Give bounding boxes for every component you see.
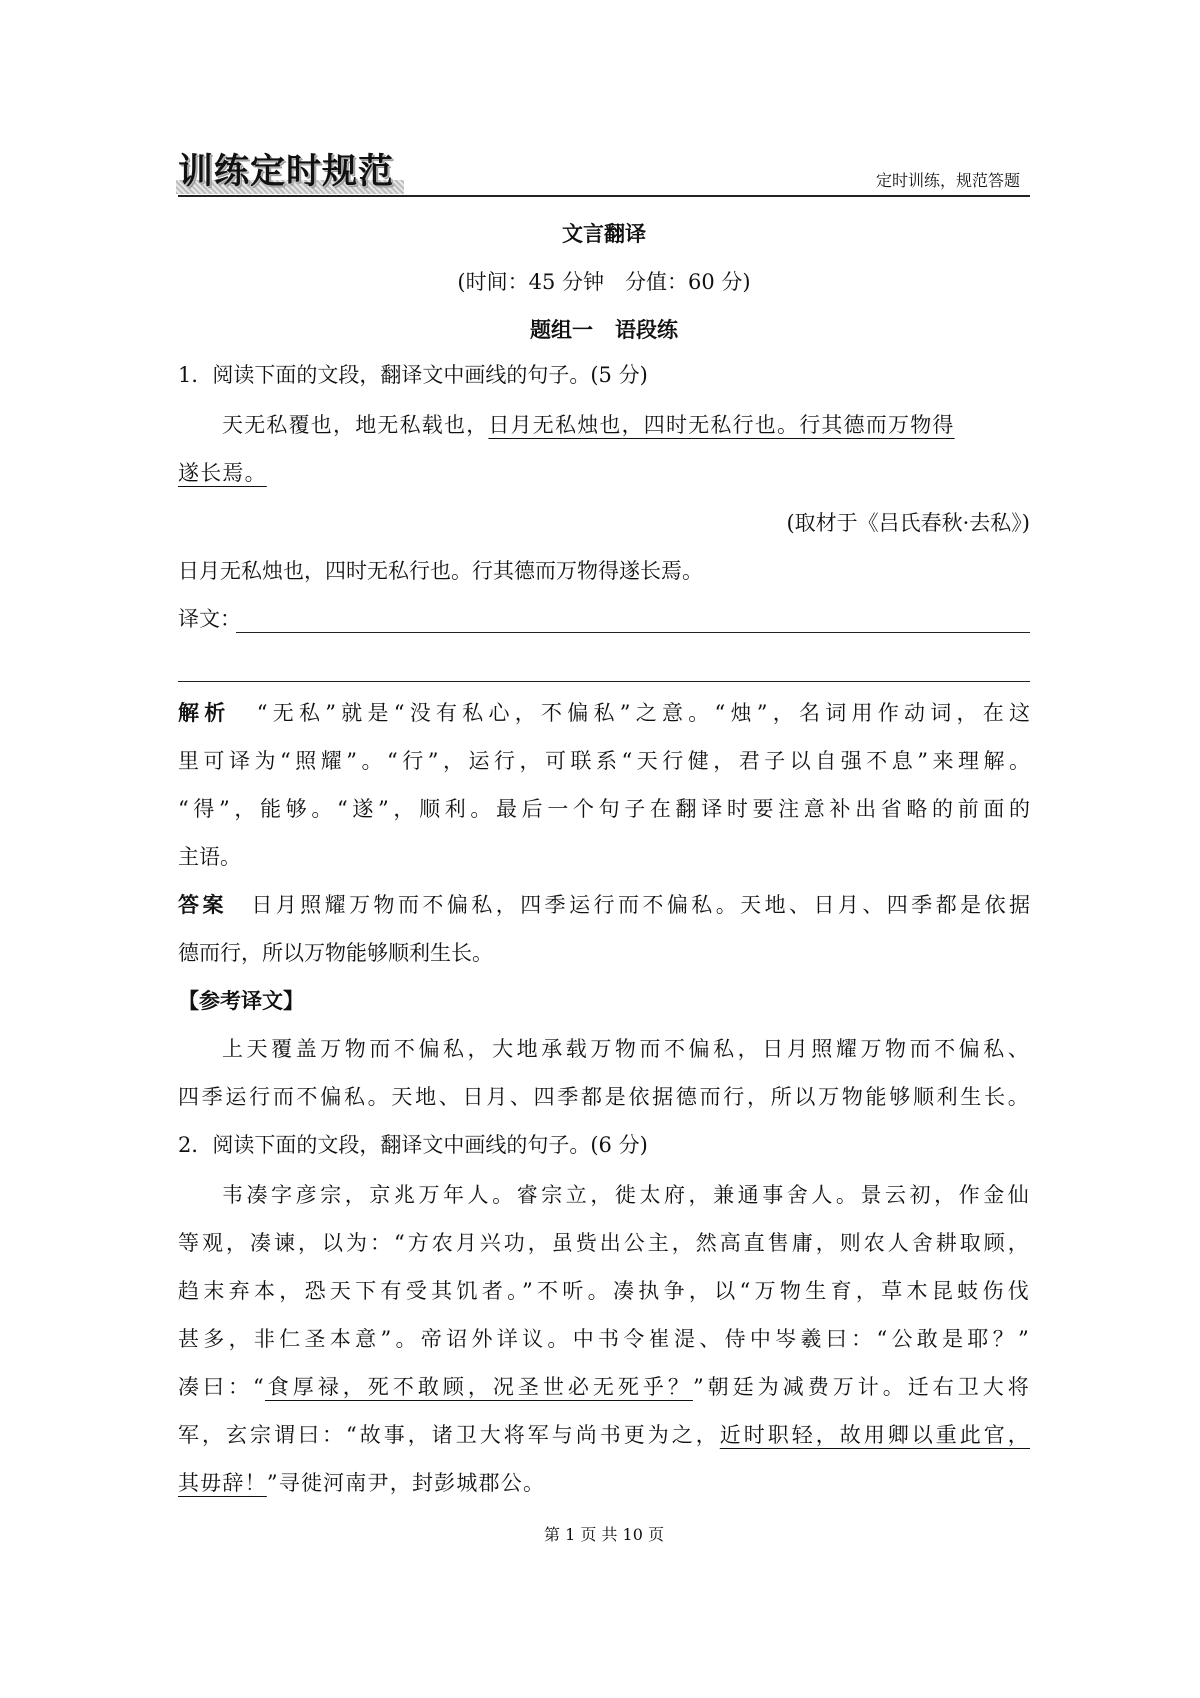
page-header: [178, 150, 1030, 196]
answer-label: 答案: [178, 893, 227, 917]
q1-prompt: 1．阅读下面的文段，翻译文中画线的句子。(5 分): [178, 363, 648, 387]
q2-passage-line-1: 韦凑字彦宗，京兆万年人。睿宗立，徙太府，兼通事舍人。景云初，作金仙: [222, 1183, 1030, 1207]
q1-passage-underlined-1: 日月无私烛也，四时无私行也。行其德而万物得: [488, 413, 955, 437]
group-title: [178, 314, 1030, 344]
q1-reference-line-2: 四季运行而不偏私。天地、日月、四季都是依据德而行，所以万物能够顺利生长。: [178, 1085, 1030, 1109]
q1-analysis-line-4: 主语。: [178, 845, 241, 869]
sheet-title: 文言翻译: [562, 222, 646, 246]
q1-passage-plain: 天无私覆也，地无私载也，: [222, 413, 489, 437]
q2-underlined-sentence-2a: 近时职轻，故用卿以重此官，: [719, 1423, 1030, 1447]
sheet-meta: (时间：45 分钟 分值：60 分): [457, 270, 751, 294]
page-footer: 第 1 页 共 10 页: [544, 1525, 664, 1544]
q1-source: (取材于《吕氏春秋·去私》): [786, 511, 1030, 535]
q1-reference-line-1: 上天覆盖万物而不偏私，大地承载万物而不偏私，日月照耀万物而不偏私、: [222, 1037, 1030, 1061]
q2-passage-line-7: 其毋辞！”寻徙河南尹，封彭城郡公。: [178, 1471, 546, 1495]
q1-translation-label: 译文：: [178, 607, 241, 631]
q1-answer-line-2: 德而行，所以万物能够顺利生长。: [178, 941, 493, 965]
header-title: 训练定时规范: [178, 152, 395, 192]
q2-underlined-sentence-2b: 其毋辞！: [178, 1471, 267, 1495]
q2-passage-line-2: 等观，凑谏，以为：“方农月兴功，虽赀出公主，然高直售庸，则农人舍耕取顾，: [178, 1231, 1030, 1255]
group-name: 语段练: [615, 318, 678, 342]
q1-answer-line-1: 答案 日月照耀万物而不偏私，四季运行而不偏私。天地、日月、四季都是依据: [178, 893, 1031, 917]
q2-passage-line-3: 趋末弃本，恐天下有受其饥者。”不听。凑执争，以“万物生育，草木昆蚑伤伐: [178, 1279, 1030, 1303]
q2-underlined-sentence-1: 食厚禄，死不敢顾，况圣世必无死乎？: [264, 1375, 693, 1399]
q1-answer-blank-2[interactable]: [178, 681, 1030, 682]
q2-prompt: 2．阅读下面的文段，翻译文中画线的句子。(6 分): [178, 1133, 648, 1157]
reference-label: 【参考译文】: [178, 989, 304, 1013]
q2-passage-line-6: 军，玄宗谓曰：“故事，诸卫大将军与尚书更为之，近时职轻，故用卿以重此官，: [178, 1423, 1030, 1447]
q1-analysis-line-1: 解析 “无私”就是“没有私心，不偏私”之意。“烛”，名词用作动词，在这: [178, 701, 1031, 725]
header-rule: [178, 195, 1030, 197]
analysis-label: 解析: [178, 701, 231, 725]
q1-passage-line-2: [178, 458, 1030, 488]
q1-passage-underlined-2: 遂长焉。: [178, 461, 267, 485]
q1-passage-line-1: [222, 410, 1030, 440]
q1-analysis-line-3: “得”，能够。“遂”，顺利。最后一个句子在翻译时要注意补出省略的前面的: [178, 797, 1030, 821]
q2-passage-line-5: 凑曰：“食厚禄，死不敢顾，况圣世必无死乎？”朝廷为减费万计。迁右卫大将: [178, 1375, 1030, 1399]
q1-target-sentence: 日月无私烛也，四时无私行也。行其德而万物得遂长焉。: [178, 559, 703, 583]
q1-analysis-line-2: 里可译为“照耀”。“行”，运行，可联系“天行健，君子以自强不息”来理解。: [178, 749, 1030, 773]
q2-passage-line-4: 甚多，非仁圣本意”。帝诏外详议。中书令崔湜、侍中岑羲曰：“公敢是耶？”: [178, 1327, 1030, 1351]
header-subtitle: 定时训练，规范答题: [875, 171, 1020, 190]
q1-answer-blank-1[interactable]: [236, 632, 1030, 633]
group-label: 题组一: [530, 318, 593, 342]
